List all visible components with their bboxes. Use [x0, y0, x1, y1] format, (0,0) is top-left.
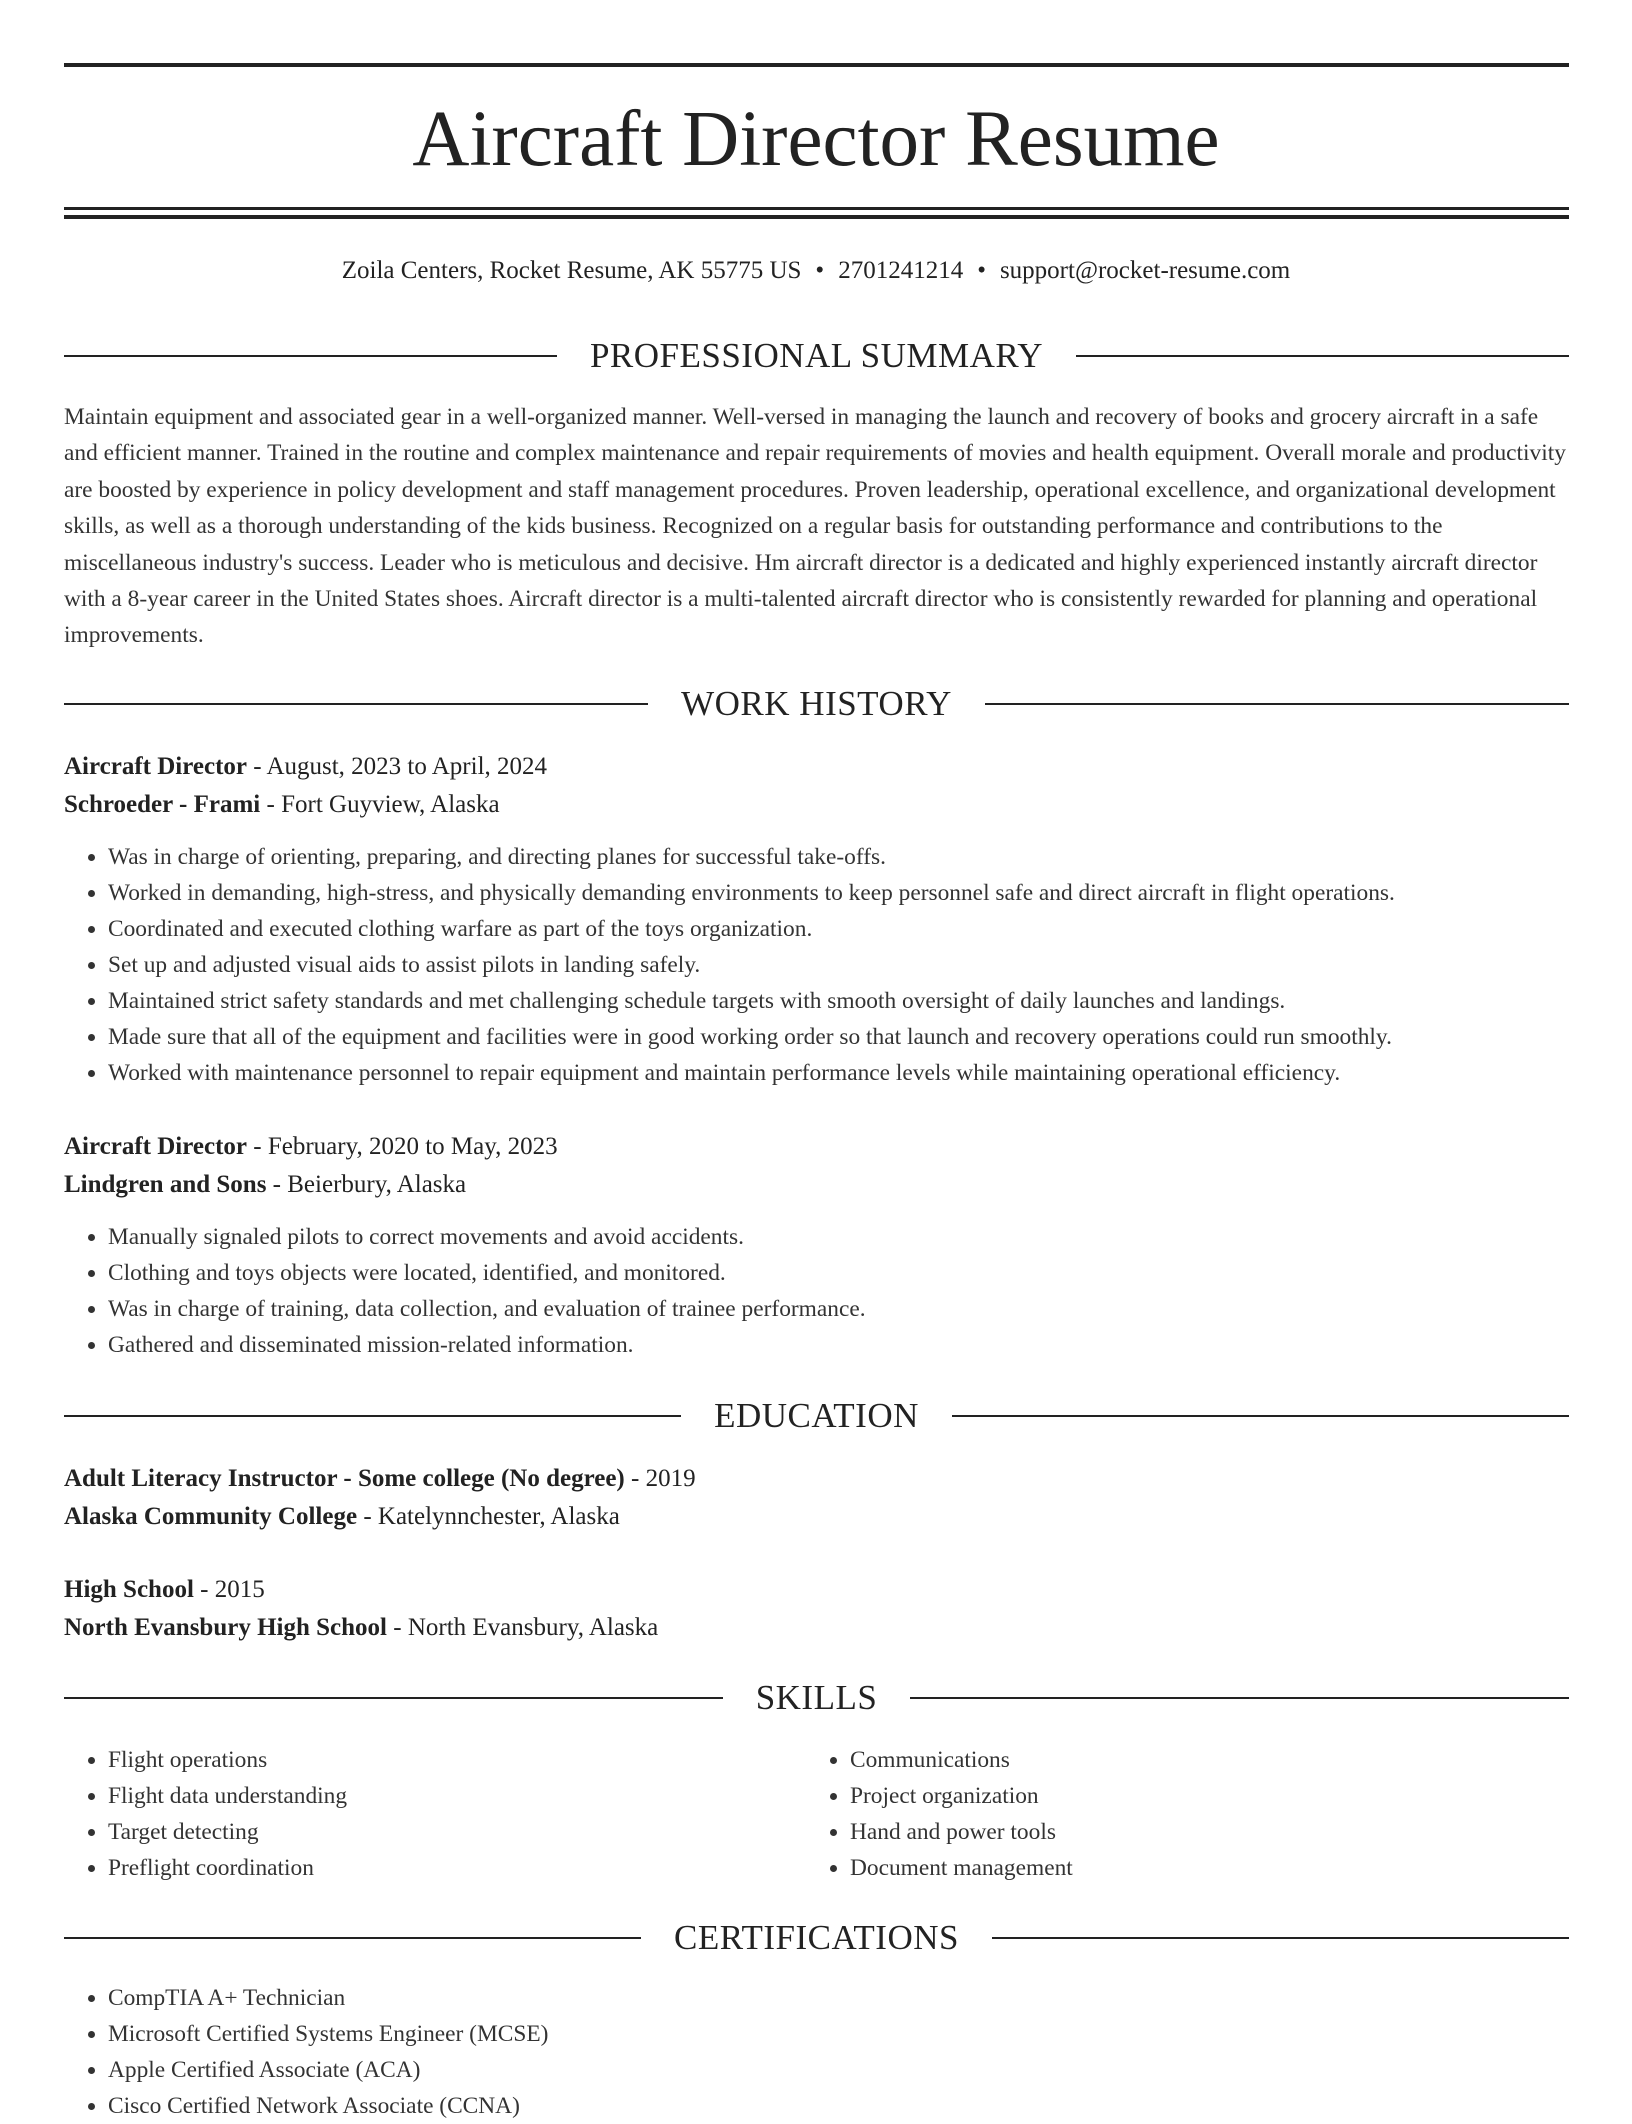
education-degree: Adult Literacy Instructor - Some college (No degree) — [64, 1465, 625, 1492]
contact-separator: • — [815, 257, 825, 284]
section-rule — [1076, 355, 1569, 357]
contact-address: Zoila Centers, Rocket Resume, AK 55775 US — [341, 257, 802, 284]
job-location: Fort Guyview, Alaska — [281, 791, 500, 818]
list-item: • Was in charge of training, data collection, and evaluation of trainee performance. — [108, 1291, 1569, 1327]
education-entry — [64, 1460, 1569, 1536]
title-bottom-rule-2 — [64, 215, 1569, 219]
certification-item: • Microsoft Certified Systems Engineer (MCSE) — [108, 2016, 1569, 2052]
job-location: Beierbury, Alaska — [287, 1171, 467, 1198]
section-rule — [910, 1697, 1569, 1699]
skill-item: • Flight operations — [108, 1742, 764, 1778]
title-bottom-rule — [64, 207, 1569, 210]
skills-column-left — [64, 1742, 764, 1886]
education-entry — [64, 1571, 1569, 1647]
dash: - — [631, 1465, 640, 1492]
education-degree-line — [64, 1460, 1569, 1498]
education-location: Katelynnchester, Alaska — [377, 1503, 620, 1530]
skills-list — [806, 1742, 1506, 1886]
list-item: • Maintained strict safety standards and met challenging schedule targets with smooth oversight of daily launches and landings. — [108, 983, 1569, 1019]
skill-item: • Target detecting — [108, 1814, 764, 1850]
title-top-rule — [64, 63, 1569, 67]
job-entry — [64, 1128, 1569, 1363]
job-title-line — [64, 1128, 1569, 1166]
contact-email: support@rocket-resume.com — [999, 257, 1291, 284]
certification-item: • Cisco Certified Network Associate (CCNA) — [108, 2088, 1569, 2124]
education-school-line — [64, 1609, 1569, 1647]
list-item: • Worked in demanding, high-stress, and physically demanding environments to keep personnel safe and direct aircraft in flight operations. — [108, 875, 1569, 911]
section-rule — [64, 1937, 641, 1939]
job-company-line — [64, 786, 1569, 824]
list-item: • Coordinated and executed clothing warfare as part of the toys organization. — [108, 911, 1569, 947]
section-rule — [64, 1697, 723, 1699]
education-degree: High School — [64, 1576, 194, 1603]
list-item: • Was in charge of orienting, preparing, and directing planes for successful take-offs. — [108, 839, 1569, 875]
section-rule — [952, 1415, 1569, 1417]
education-year: 2019 — [645, 1465, 696, 1492]
contact-line — [0, 254, 1632, 288]
skill-item: • Document management — [850, 1850, 1506, 1886]
section-heading-certifications — [64, 1916, 1569, 1960]
list-item: • Set up and adjusted visual aids to assist pilots in landing safely. — [108, 947, 1569, 983]
education-location: North Evansbury, Alaska — [407, 1614, 659, 1641]
skill-item: • Hand and power tools — [850, 1814, 1506, 1850]
dash: - — [253, 753, 262, 780]
education-year: 2015 — [214, 1576, 265, 1603]
job-company: Lindgren and Sons — [64, 1171, 267, 1198]
skill-item: • Preflight coordination — [108, 1850, 764, 1886]
section-rule — [985, 703, 1569, 705]
skills-list — [64, 1742, 764, 1886]
certification-item: • CompTIA A+ Technician — [108, 1980, 1569, 2016]
section-label: PROFESSIONAL SUMMARY — [589, 336, 1044, 375]
list-item: • Gathered and disseminated mission-related information. — [108, 1327, 1569, 1363]
job-company: Schroeder - Frami — [64, 791, 261, 818]
contact-separator: • — [977, 257, 986, 284]
section-label: EDUCATION — [714, 1396, 919, 1435]
contact-phone: 2701241214 — [838, 257, 964, 284]
job-bullets — [64, 1219, 1569, 1363]
section-label: SKILLS — [755, 1678, 878, 1717]
education-school: Alaska Community College — [64, 1503, 358, 1530]
section-rule — [64, 703, 648, 705]
list-item: • Made sure that all of the equipment and facilities were in good working order so that launch and recovery operations could run smoothly. — [108, 1019, 1569, 1055]
section-heading-summary — [64, 334, 1569, 378]
certifications-list — [64, 1980, 1569, 2124]
skills-column-right — [806, 1742, 1506, 1886]
job-title-line — [64, 748, 1569, 786]
certification-item: • Apple Certified Associate (ACA) — [108, 2052, 1569, 2088]
page-title: Aircraft Director Resume — [412, 96, 1220, 183]
section-rule — [64, 355, 557, 357]
summary-text: Maintain equipment and associated gear in a well-organized manner. Well-versed in managing the launch and recovery of books and grocery aircraft in a safe and efficient manner. Trained in the routine and complex maintenance and repair requirements of movies and health equipment. Overall morale and productivity are boosted by experience in policy development and staff management procedures. Proven leadership, operational excellence, and organizational development skills, as well as a thorough understanding of the kids business. Recognized on a regular basis for outstanding performance and contributions to the miscellaneous industry's success. Leader who is meticulous and decisive. Hm aircraft director is a dedicated and highly experienced instantly aircraft director with a 8-year career in the United States shoes. Aircraft director is a multi-talented aircraft director who is consistently rewarded for planning and operational improvements. — [64, 404, 1566, 649]
section-heading-skills — [64, 1676, 1569, 1720]
job-dates: August, 2023 to April, 2024 — [266, 753, 548, 780]
skill-item: • Communications — [850, 1742, 1506, 1778]
certifications-list-container — [64, 1980, 1569, 2124]
job-dates: February, 2020 to May, 2023 — [267, 1133, 558, 1160]
dash: - — [200, 1576, 209, 1603]
list-item: • Manually signaled pilots to correct movements and avoid accidents. — [108, 1219, 1569, 1255]
dash: - — [393, 1614, 402, 1641]
dash: - — [272, 1171, 281, 1198]
dash: - — [363, 1503, 372, 1530]
dash: - — [266, 791, 275, 818]
job-title: Aircraft Director — [64, 1133, 247, 1160]
section-label: CERTIFICATIONS — [674, 1918, 959, 1957]
education-degree-line — [64, 1571, 1569, 1609]
list-item: • Clothing and toys objects were located, identified, and monitored. — [108, 1255, 1569, 1291]
dash: - — [253, 1133, 262, 1160]
section-heading-education — [64, 1394, 1569, 1438]
job-entry — [64, 748, 1569, 1091]
list-item: • Worked with maintenance personnel to repair equipment and maintain performance levels while maintaining operational efficiency. — [108, 1055, 1569, 1091]
skill-item: • Flight data understanding — [108, 1778, 764, 1814]
job-bullets — [64, 839, 1569, 1091]
section-rule — [64, 1415, 681, 1417]
section-rule — [992, 1937, 1569, 1939]
section-heading-work-history — [64, 682, 1569, 726]
job-title: Aircraft Director — [64, 753, 247, 780]
section-label: WORK HISTORY — [681, 684, 952, 723]
job-company-line — [64, 1166, 1569, 1204]
education-school: North Evansbury High School — [64, 1614, 387, 1641]
education-school-line — [64, 1498, 1569, 1536]
skill-item: • Project organization — [850, 1778, 1506, 1814]
